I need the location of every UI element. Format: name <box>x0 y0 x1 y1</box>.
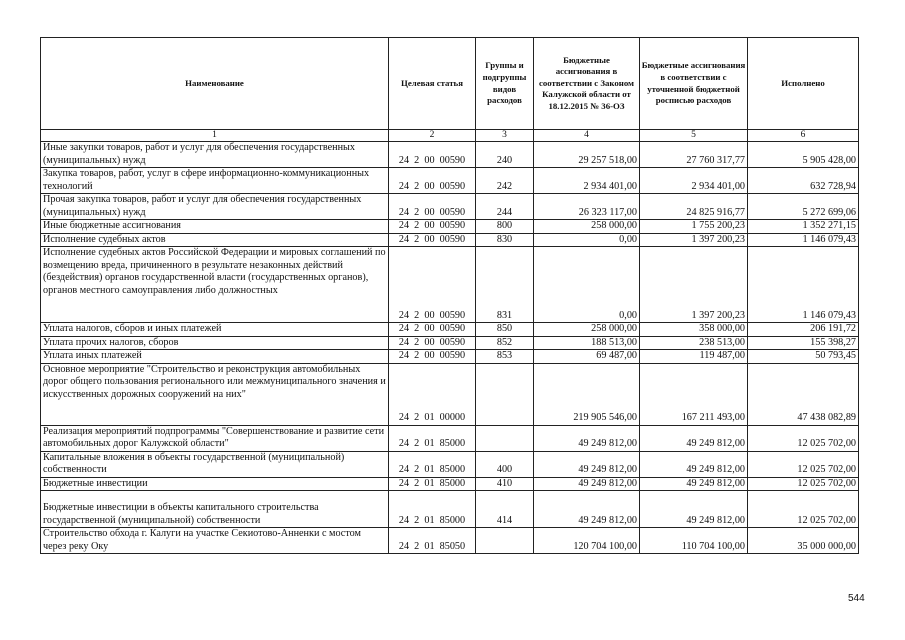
row-article: 24 2 00 00590 <box>389 194 476 220</box>
row-article: 24 2 00 00590 <box>389 168 476 194</box>
column-numbers-row <box>41 130 859 142</box>
row-law: 0,00 <box>534 233 640 247</box>
table-row <box>41 168 859 194</box>
row-name: Капитальные вложения в объекты государственной (муниципальной) собственности <box>41 451 389 477</box>
row-refined: 49 249 812,00 <box>640 425 748 451</box>
row-name: Основное мероприятие "Строительство и реконструкция автомобильных дорог общего пользования регионального или межмуниципального значения и искусственных дорожных сооружений на них" <box>41 363 389 425</box>
table-row <box>41 477 859 491</box>
table-row <box>41 233 859 247</box>
row-article: 24 2 01 85050 <box>389 528 476 554</box>
row-law: 49 249 812,00 <box>534 491 640 528</box>
row-refined: 24 825 916,77 <box>640 194 748 220</box>
row-refined: 1 397 200,23 <box>640 233 748 247</box>
column-number: 5 <box>640 130 748 142</box>
row-executed: 632 728,94 <box>748 168 859 194</box>
table-row <box>41 194 859 220</box>
row-executed: 1 146 079,43 <box>748 233 859 247</box>
row-law: 49 249 812,00 <box>534 451 640 477</box>
row-executed: 47 438 082,89 <box>748 363 859 425</box>
row-law: 258 000,00 <box>534 323 640 337</box>
row-name: Бюджетные инвестиции <box>41 477 389 491</box>
budget-table <box>40 37 859 554</box>
header-refined: Бюджетные ассигнования в соответствии с уточненной бюджетной росписью расходов <box>640 38 748 130</box>
row-name: Уплата налогов, сборов и иных платежей <box>41 323 389 337</box>
row-group: 400 <box>476 451 534 477</box>
row-executed: 50 793,45 <box>748 350 859 364</box>
row-law: 258 000,00 <box>534 220 640 234</box>
row-name: Уплата иных платежей <box>41 350 389 364</box>
row-law: 0,00 <box>534 247 640 323</box>
row-executed: 5 272 699,06 <box>748 194 859 220</box>
row-executed: 12 025 702,00 <box>748 425 859 451</box>
row-refined: 49 249 812,00 <box>640 491 748 528</box>
row-group: 410 <box>476 477 534 491</box>
row-group: 830 <box>476 233 534 247</box>
row-group <box>476 363 534 425</box>
row-refined: 1 755 200,23 <box>640 220 748 234</box>
row-group: 244 <box>476 194 534 220</box>
column-number: 1 <box>41 130 389 142</box>
row-name: Прочая закупка товаров, работ и услуг для обеспечения государственных (муниципальных) нужд <box>41 194 389 220</box>
column-number: 4 <box>534 130 640 142</box>
row-law: 29 257 518,00 <box>534 142 640 168</box>
row-group: 414 <box>476 491 534 528</box>
row-law: 69 487,00 <box>534 350 640 364</box>
row-refined: 358 000,00 <box>640 323 748 337</box>
row-law: 26 323 117,00 <box>534 194 640 220</box>
row-executed: 12 025 702,00 <box>748 477 859 491</box>
row-refined: 49 249 812,00 <box>640 477 748 491</box>
header-group: Группы и подгруппы видов расходов <box>476 38 534 130</box>
table-row <box>41 425 859 451</box>
row-executed: 206 191,72 <box>748 323 859 337</box>
row-executed: 1 352 271,15 <box>748 220 859 234</box>
header-article: Целевая статья <box>389 38 476 130</box>
row-article: 24 2 00 00590 <box>389 142 476 168</box>
header-executed: Исполнено <box>748 38 859 130</box>
row-law: 49 249 812,00 <box>534 425 640 451</box>
row-group: 853 <box>476 350 534 364</box>
row-article: 24 2 00 00590 <box>389 247 476 323</box>
row-refined: 110 704 100,00 <box>640 528 748 554</box>
row-executed: 35 000 000,00 <box>748 528 859 554</box>
row-article: 24 2 01 85000 <box>389 451 476 477</box>
table-row <box>41 491 859 528</box>
row-group: 850 <box>476 323 534 337</box>
table-row <box>41 247 859 323</box>
row-law: 2 934 401,00 <box>534 168 640 194</box>
row-law: 49 249 812,00 <box>534 477 640 491</box>
row-refined: 238 513,00 <box>640 336 748 350</box>
row-refined: 1 397 200,23 <box>640 247 748 323</box>
row-group: 831 <box>476 247 534 323</box>
row-refined: 167 211 493,00 <box>640 363 748 425</box>
row-name: Исполнение судебных актов Российской Федерации и мировых соглашений по возмещению вреда, причиненного в результате незаконных действий (бездействия) органов государственной власти (государственных органов), органов местного самоуправления либо должностных <box>41 247 389 323</box>
row-name: Бюджетные инвестиции в объекты капитального строительства государственной (муниципальной) собственности <box>41 491 389 528</box>
header-row <box>41 38 859 130</box>
row-executed: 12 025 702,00 <box>748 491 859 528</box>
row-article: 24 2 00 00590 <box>389 323 476 337</box>
table-row <box>41 336 859 350</box>
row-group: 240 <box>476 142 534 168</box>
table-row <box>41 142 859 168</box>
row-article: 24 2 01 85000 <box>389 477 476 491</box>
page-number: 544 <box>848 593 865 604</box>
table-row <box>41 220 859 234</box>
row-article: 24 2 00 00590 <box>389 220 476 234</box>
row-refined: 119 487,00 <box>640 350 748 364</box>
header-name: Наименование <box>41 38 389 130</box>
row-name: Закупка товаров, работ, услуг в сфере информационно-коммуникационных технологий <box>41 168 389 194</box>
table-row <box>41 350 859 364</box>
row-article: 24 2 00 00590 <box>389 233 476 247</box>
row-name: Иные закупки товаров, работ и услуг для обеспечения государственных (муниципальных) нужд <box>41 142 389 168</box>
row-name: Строительство обхода г. Калуги на участке Секиотово-Анненки с мостом через реку Оку <box>41 528 389 554</box>
column-number: 2 <box>389 130 476 142</box>
row-law: 219 905 546,00 <box>534 363 640 425</box>
row-law: 120 704 100,00 <box>534 528 640 554</box>
table-row <box>41 451 859 477</box>
row-name: Реализация мероприятий подпрограммы "Совершенствование и развитие сети автомобильных дорог Калужской области" <box>41 425 389 451</box>
row-executed: 5 905 428,00 <box>748 142 859 168</box>
row-article: 24 2 01 00000 <box>389 363 476 425</box>
row-group <box>476 425 534 451</box>
row-executed: 12 025 702,00 <box>748 451 859 477</box>
row-name: Иные бюджетные ассигнования <box>41 220 389 234</box>
row-law: 188 513,00 <box>534 336 640 350</box>
table-row <box>41 363 859 425</box>
row-executed: 1 146 079,43 <box>748 247 859 323</box>
row-article: 24 2 00 00590 <box>389 336 476 350</box>
row-group: 852 <box>476 336 534 350</box>
row-refined: 27 760 317,77 <box>640 142 748 168</box>
table-row <box>41 323 859 337</box>
row-article: 24 2 01 85000 <box>389 425 476 451</box>
table-row <box>41 528 859 554</box>
row-refined: 49 249 812,00 <box>640 451 748 477</box>
row-name: Уплата прочих налогов, сборов <box>41 336 389 350</box>
column-number: 3 <box>476 130 534 142</box>
header-law: Бюджетные ассигнования в соответствии с Законом Калужской области от 18.12.2015 № 36-ОЗ <box>534 38 640 130</box>
row-group: 800 <box>476 220 534 234</box>
row-article: 24 2 00 00590 <box>389 350 476 364</box>
row-name: Исполнение судебных актов <box>41 233 389 247</box>
row-refined: 2 934 401,00 <box>640 168 748 194</box>
row-executed: 155 398,27 <box>748 336 859 350</box>
row-group: 242 <box>476 168 534 194</box>
column-number: 6 <box>748 130 859 142</box>
row-group <box>476 528 534 554</box>
row-article: 24 2 01 85000 <box>389 491 476 528</box>
